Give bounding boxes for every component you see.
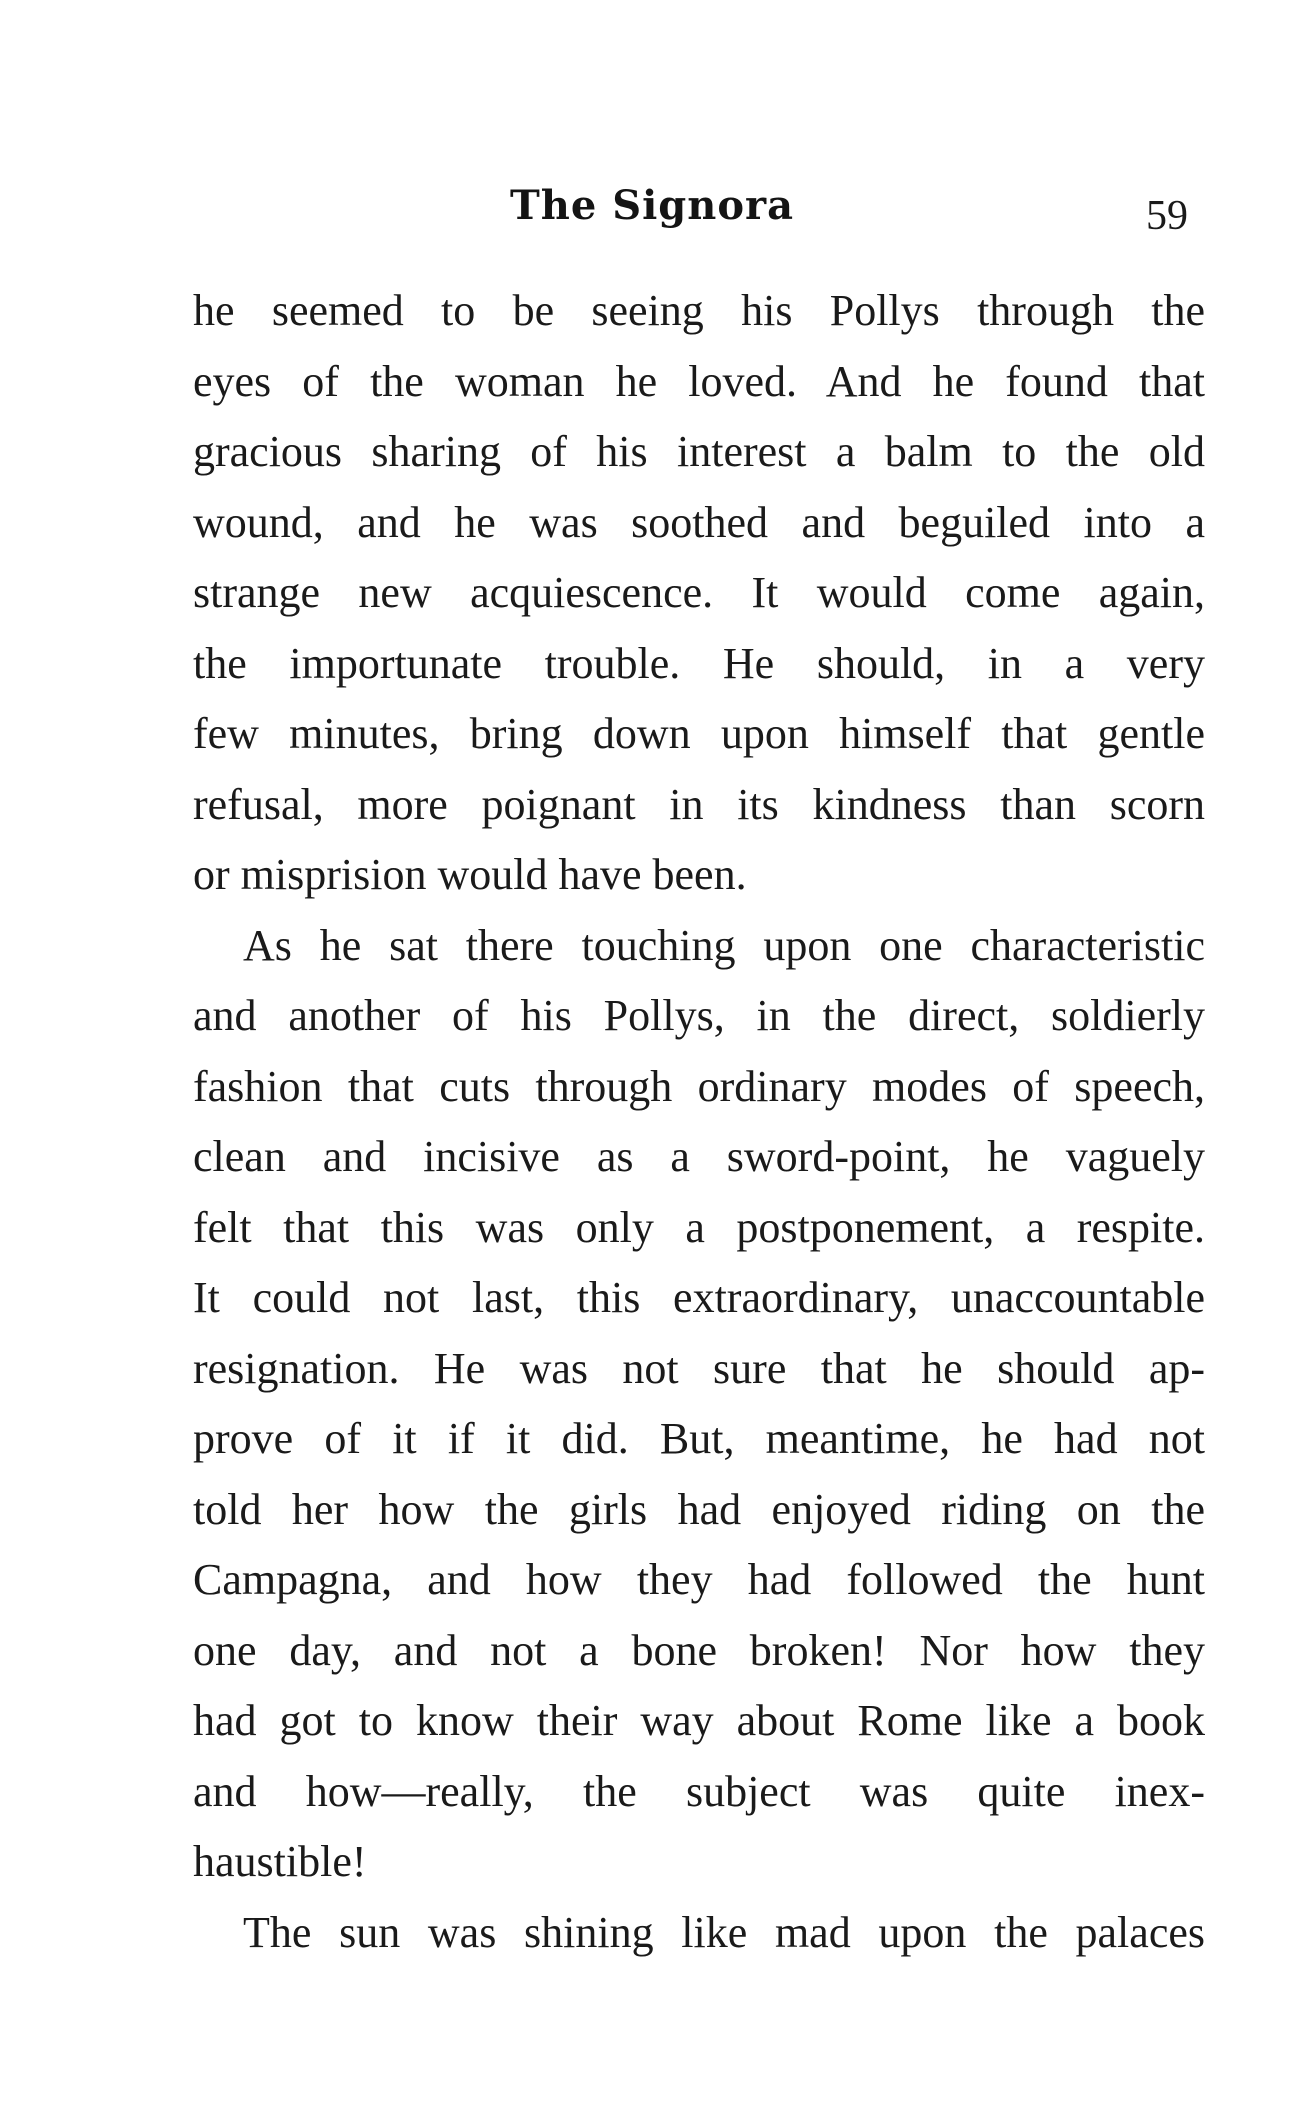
text-line: the importunate trouble. He should, in a very [193,638,1205,688]
text-line: felt that this was only a postponement, a respite. [193,1202,1205,1252]
text-line: eyes of the woman he loved. And he found that [193,356,1205,406]
body-text [193,276,1205,1968]
text-line: refusal, more poignant in its kindness than scorn [193,779,1205,829]
text-line: As he sat there touching upon one characteristic [243,920,1205,970]
running-title: The Signora [510,182,795,229]
text-line: told her how the girls had enjoyed riding on the [193,1484,1205,1534]
text-line: and another of his Pollys, in the direct, soldierly [193,991,1205,1040]
text-line: wound, and he was soothed and beguiled into a [193,497,1205,547]
text-line: strange new acquiescence. It would come again, [193,568,1205,617]
text-line: Campagna, and how they had followed the hunt [193,1555,1205,1604]
running-header [0,178,1302,248]
text-line: prove of it if it did. But, meantime, he had not [193,1414,1205,1463]
text-line: few minutes, bring down upon himself that gentle [193,709,1205,758]
text-line: clean and incisive as a sword-point, he vaguely [193,1132,1205,1181]
text-line: he seemed to be seeing his Pollys through the [193,286,1205,335]
text-line: haustible! [193,1837,367,1886]
text-line: resignation. He was not sure that he should ap- [193,1343,1205,1393]
text-line: The sun was shining like mad upon the palaces [243,1907,1205,1957]
text-line: and how—really, the subject was quite inex- [193,1766,1205,1816]
page-number: 59 [1146,193,1188,239]
text-line: or misprision would have been. [193,850,747,899]
text-line: gracious sharing of his interest a balm to the old [193,427,1205,476]
text-line: had got to know their way about Rome like a book [193,1696,1205,1745]
text-line: fashion that cuts through ordinary modes of speech, [193,1061,1205,1111]
text-line: one day, and not a bone broken! Nor how they [193,1625,1205,1675]
text-line: It could not last, this extraordinary, unaccountable [193,1273,1205,1322]
